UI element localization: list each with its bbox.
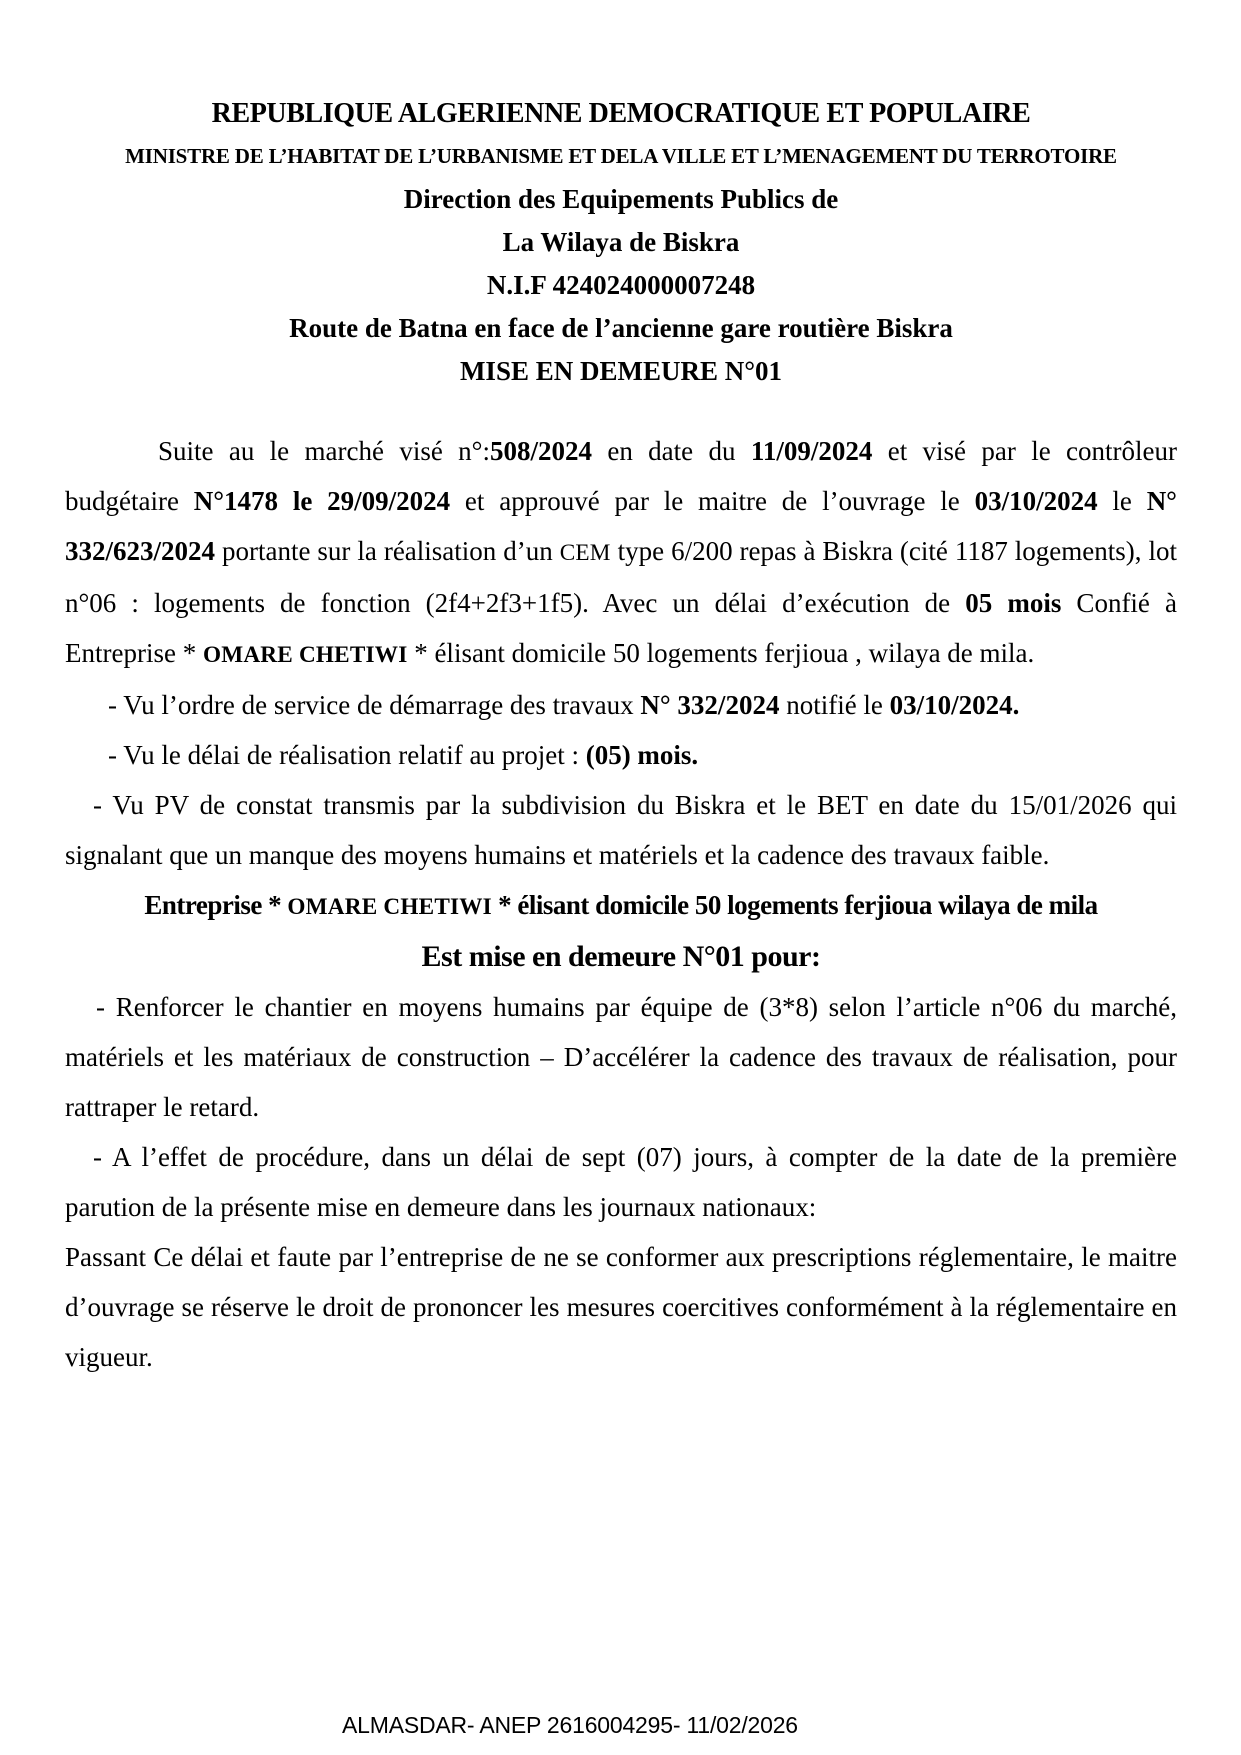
text-run: type 6/200 repas à Biskra (cité 1187 logements), lot n°06 : logements de fonction (2f4+2f3+1f5). Avec un délai d’exécution de <box>65 536 1177 618</box>
text-run: 11/09/2024 <box>750 436 873 466</box>
text-run: - Renforcer le chantier en moyens humains par équipe de (3*8) selon l’article n°06 du marché, matériels et les matériaux de construction – D’accélérer la cadence des travaux de réalisation, pour rattraper le retard. <box>65 992 1177 1122</box>
text-run: - Vu l’ordre de service de démarrage des travaux <box>108 690 641 720</box>
text-run: OMARE CHETIWI <box>287 894 492 920</box>
paragraph-entreprise-line <box>65 880 1177 932</box>
header-address-line: Route de Batna en face de l’ancienne gare routière Biskra <box>289 313 953 343</box>
text-run: * élisant domicile 50 logements ferjioua wilaya de mila <box>491 890 1098 920</box>
text-run: * élisant domicile 50 logements ferjioua , wilaya de mila. <box>407 638 1035 668</box>
header-wilaya-line: La Wilaya de Biskra <box>502 227 740 257</box>
document-title: MISE EN DEMEURE N°01 <box>459 356 783 386</box>
text-run: et approuvé par le maitre de l’ouvrage le <box>450 486 975 516</box>
text-run: notifié le <box>779 690 890 720</box>
text-run: Passant Ce délai et faute par l’entreprise de ne se conformer aux prescriptions réglementaire, le maitre d’ouvrage se réserve le droit de prononcer les mesures coercitives conformément à la réglementaire en vigueur. <box>65 1242 1177 1372</box>
text-run: - Vu PV de constat transmis par la subdivision du Biskra et le BET en date du 15/01/2026 qui signalant que un manque des moyens humains et matériels et la cadence des travaux faible. <box>65 790 1177 870</box>
paragraph-mise-en-demeure-heading <box>65 932 1177 982</box>
text-run: N° 332/623/2024 <box>65 486 1177 566</box>
text-run: 05 mois <box>965 588 1062 618</box>
header-direction-line: Direction des Equipements Publics de <box>403 184 839 214</box>
text-run: - Vu le délai de réalisation relatif au projet : <box>108 740 586 770</box>
document-header <box>65 92 1177 393</box>
paragraph-effet-procedure <box>65 1132 1177 1232</box>
text-run: 508/2024 <box>489 436 592 466</box>
header-nif-line: N.I.F 424024000007248 <box>486 270 756 300</box>
text-run: en date du <box>591 436 751 466</box>
text-run: le <box>1097 486 1147 516</box>
paragraph-vu-ordre-service <box>65 680 1177 730</box>
text-run: Suite au le marché visé n°: <box>158 436 490 466</box>
paragraph-market-details <box>65 426 1177 680</box>
text-run: 03/10/2024 <box>974 486 1098 516</box>
text-run: - A l’effet de procédure, dans un délai de sept (07) jours, à compter de la date de la première parution de la présente mise en demeure dans les journaux nationaux: <box>65 1142 1177 1222</box>
header-ministry-line: MINISTRE DE L’HABITAT DE L’URBANISME ET DELA VILLE ET L’MENAGEMENT DU TERROTOIRE <box>125 144 1117 168</box>
document-body <box>65 426 1177 1382</box>
paragraph-vu-pv-constat <box>65 780 1177 880</box>
text-run: et visé par le contrôleur budgétaire <box>65 436 1177 516</box>
text-run: Est mise en demeure N°01 pour: <box>421 940 821 973</box>
text-run: 03/10/2024. <box>889 690 1020 720</box>
text-run: CEM <box>559 540 611 566</box>
text-run: Entreprise * <box>144 890 288 920</box>
paragraph-renforcer-chantier <box>65 982 1177 1132</box>
text-run: portante sur la réalisation d’un <box>215 536 560 566</box>
text-run: N° 332/2024 <box>640 690 780 720</box>
text-run: N°1478 le 29/09/2024 <box>193 486 451 516</box>
text-run: Confié à Entreprise * <box>65 588 1177 668</box>
footer-publication-note: ALMASDAR- ANEP 2616004295- 11/02/2026 <box>342 1712 798 1738</box>
paragraph-vu-delai-realisation <box>65 730 1177 780</box>
paragraph-passant-delai <box>65 1232 1177 1382</box>
text-run: OMARE CHETIWI <box>202 642 408 668</box>
header-republic-line: REPUBLIQUE ALGERIENNE DEMOCRATIQUE ET POPULAIRE <box>211 98 1031 129</box>
text-run: (05) mois. <box>585 740 699 770</box>
